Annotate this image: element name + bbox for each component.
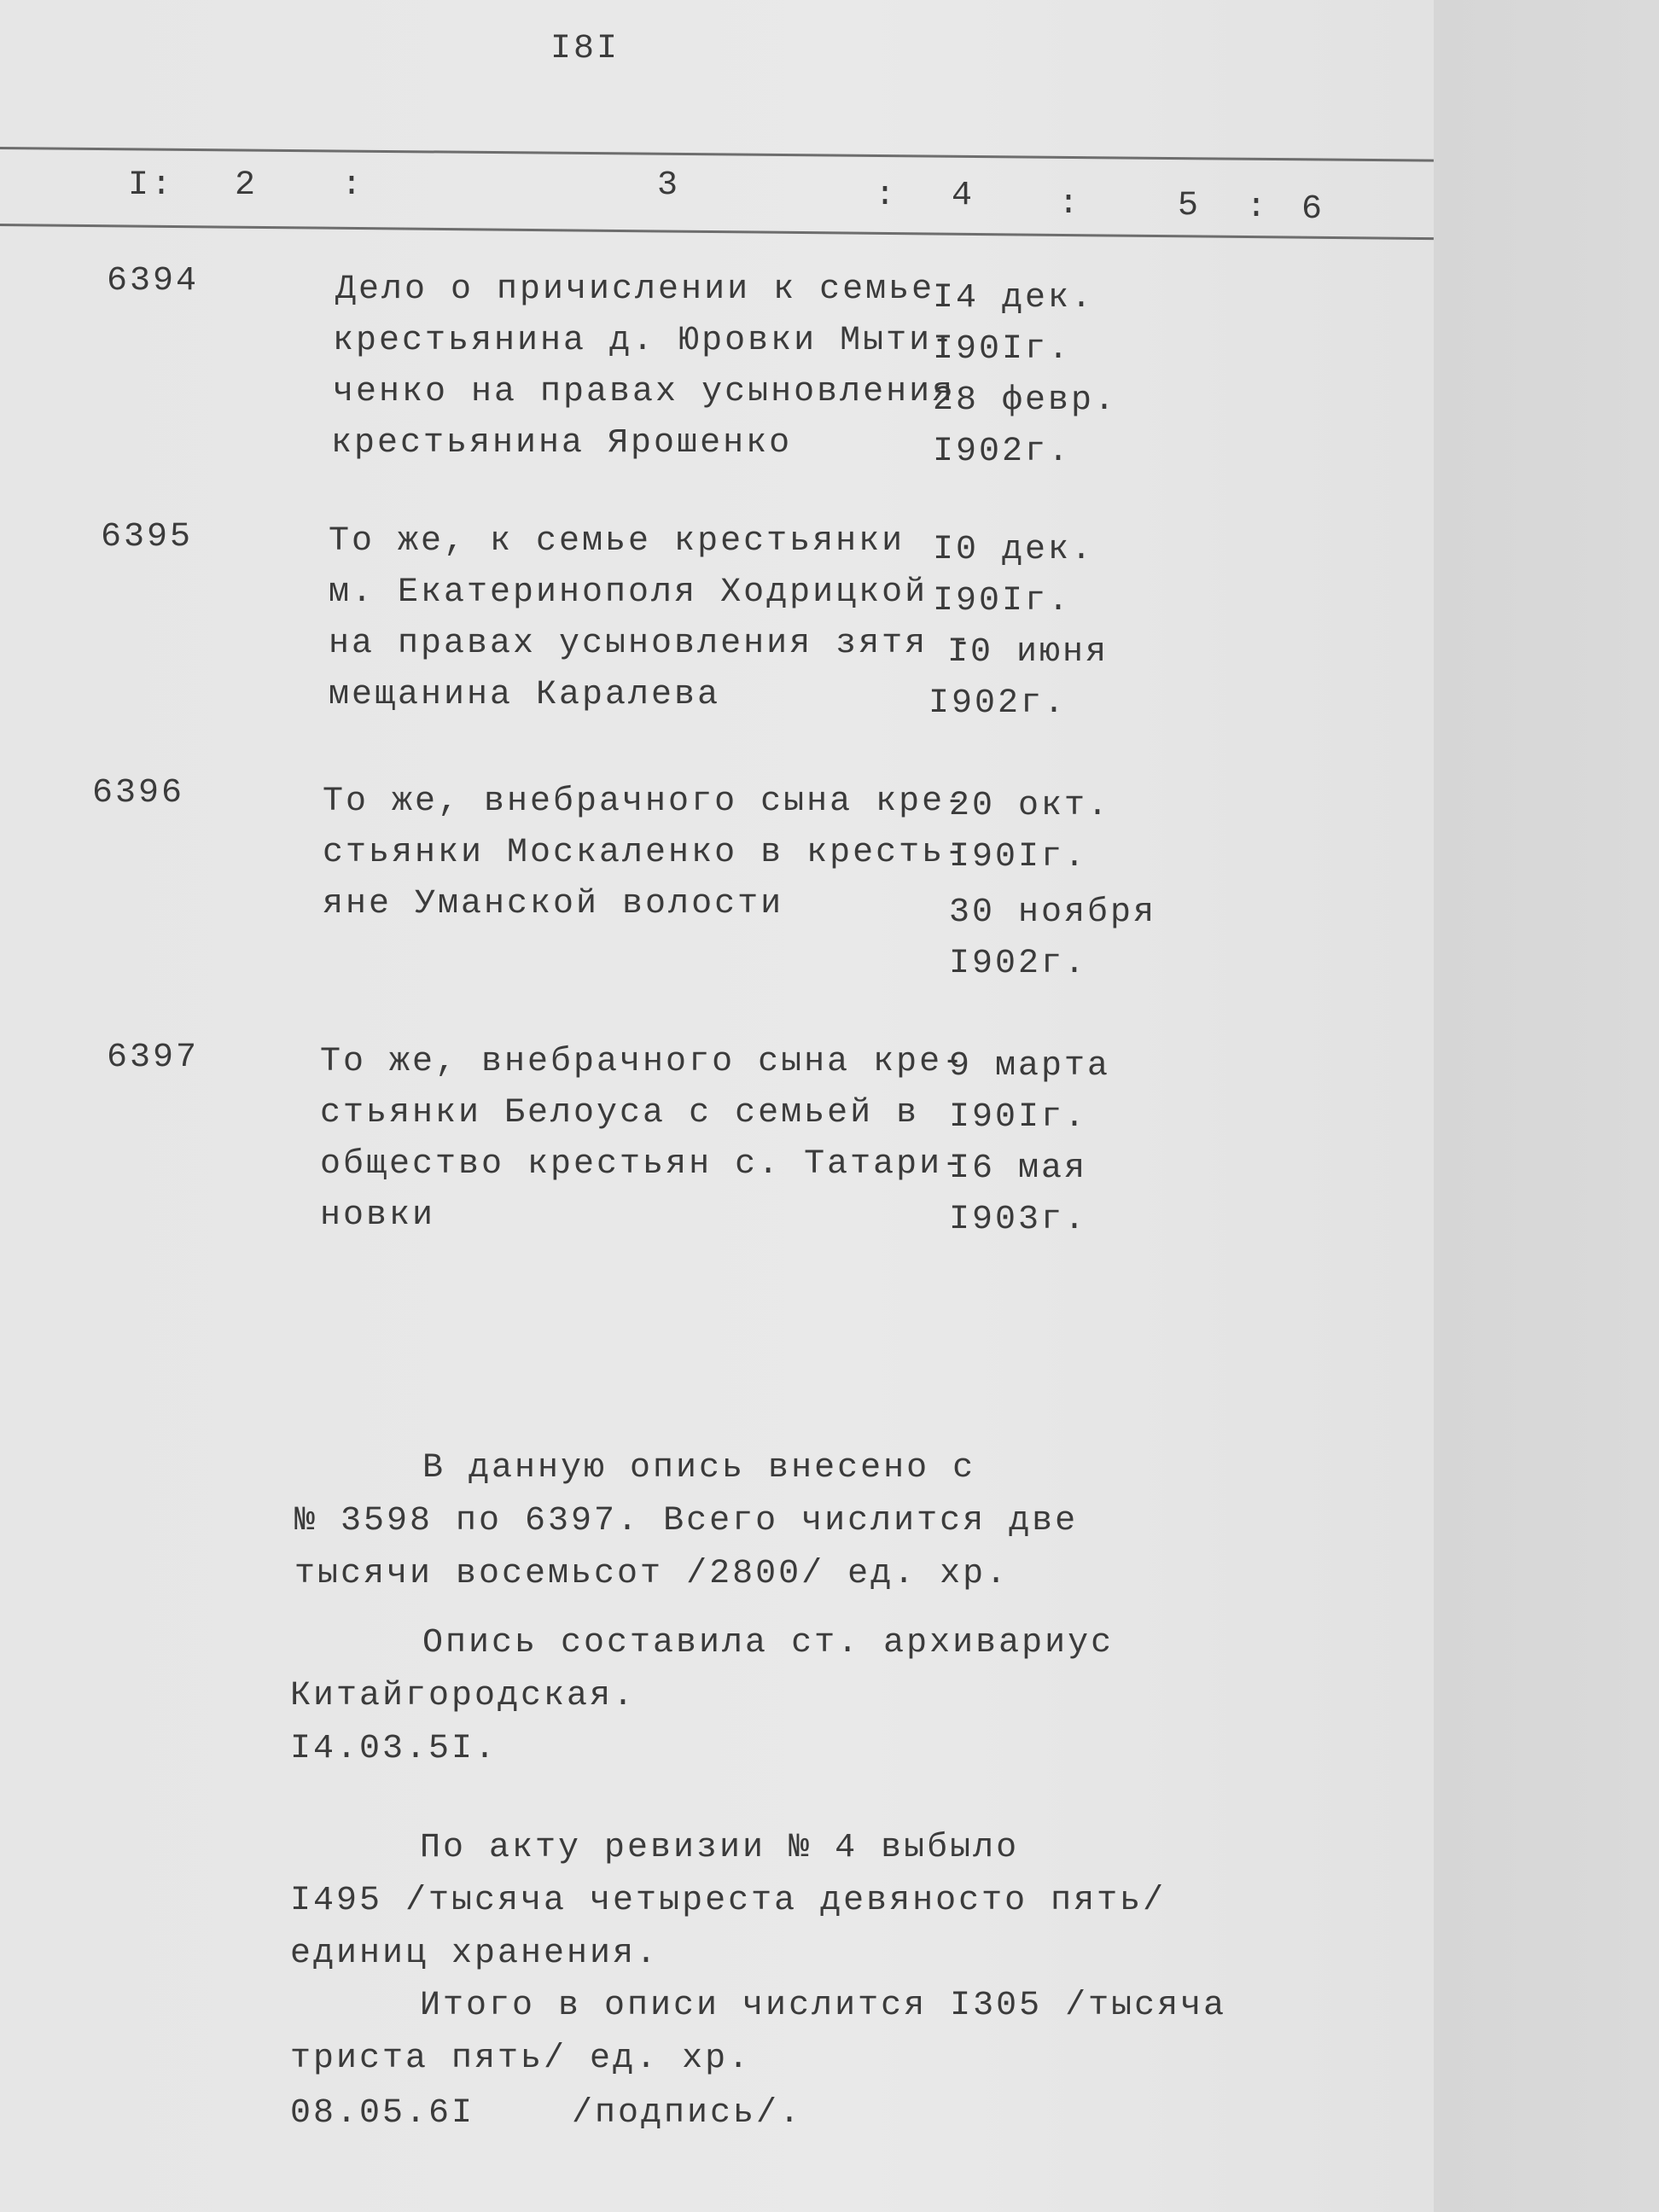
entry-number: 6397 [107, 1039, 200, 1077]
entry-date-line: I902г. [949, 945, 1088, 983]
revision-note-line: I495 /тысяча четыреста девяносто пять/ [290, 1882, 1167, 1920]
column-separator-3: : [1058, 185, 1082, 224]
entry-date-line: I902г. [928, 684, 1068, 723]
column-header-3: 3 [657, 166, 681, 205]
entry-description-line: яне Уманской волости [323, 885, 784, 923]
compiler-note-line: Опись составила ст. архивариус [422, 1624, 1115, 1662]
entry-date-line: 28 февр. [933, 381, 1118, 420]
entry-description-line: То же, внебрачного сына кре- [320, 1043, 966, 1081]
entry-description-line: крестьянина Ярошенко [331, 424, 793, 463]
entry-description-line: новки [320, 1196, 436, 1235]
summary-note-line: № 3598 по 6397. Всего числится две [294, 1502, 1079, 1540]
header-rule-bottom [0, 224, 1434, 240]
column-header-5: 5 [1178, 187, 1202, 225]
entry-description-line: ченко на правах усыновления [333, 373, 956, 411]
entry-date-line: I90Iг. [933, 582, 1072, 620]
header-rule-top [0, 147, 1434, 162]
column-header-1: I: [128, 166, 175, 205]
entry-description-line: То же, к семье крестьянки [329, 522, 905, 561]
entry-date-line: I0 июня [947, 633, 1109, 672]
compiler-note-line: Китайгородская. [290, 1677, 637, 1715]
summary-note-line: В данную опись внесено с [422, 1449, 976, 1487]
signature-placeholder: /подпись/. [572, 2094, 803, 2133]
total-note-line: Итого в описи числится I305 /тысяча [420, 1987, 1227, 2025]
entry-number: 6395 [101, 518, 194, 556]
revision-note-line: единиц хранения. [290, 1935, 660, 1973]
column-header-2: 2 [235, 166, 259, 205]
entry-description-line: крестьянина д. Юровки Мыти- [333, 322, 956, 360]
entry-date-line: 20 окт. [949, 787, 1111, 825]
entry-description-line: на правах усыновления зятя - [329, 625, 975, 663]
entry-date-line: I903г. [949, 1201, 1088, 1239]
entry-description-line: стьянки Белоуса с семьей в [320, 1094, 920, 1132]
entry-description-line: общество крестьян с. Татари- [320, 1145, 966, 1184]
entry-date-line: 9 марта [949, 1047, 1111, 1086]
entry-date-line: I90Iг. [933, 330, 1072, 369]
entry-description-line: То же, внебрачного сына кре- [323, 783, 969, 821]
entry-number: 6394 [107, 262, 200, 300]
page-number: I8I [550, 30, 620, 68]
entry-number: 6396 [92, 774, 185, 812]
entry-date-line: I902г. [933, 433, 1072, 471]
entry-description-line: м. Екатеринополя Ходрицкой [329, 573, 928, 612]
entry-description-line: Дело о причислении к семье [335, 271, 935, 309]
column-separator-1: : [341, 166, 365, 205]
revision-note-line: По акту ревизии № 4 выбыло [420, 1829, 1020, 1867]
entry-description-line: мещанина Каралева [329, 676, 721, 714]
compiler-date: I4.03.5I. [290, 1730, 498, 1768]
column-header-6: 6 [1301, 190, 1325, 229]
column-header-4: 4 [952, 177, 975, 215]
signature-date: 08.05.6I [290, 2094, 475, 2133]
entry-date-line: I0 дек. [933, 531, 1095, 569]
page-edge-background [1434, 0, 1659, 2212]
entry-date-line: I90Iг. [949, 1098, 1088, 1137]
entry-description-line: стьянки Москаленко в кресть- [323, 834, 969, 872]
summary-note-line: тысячи восемьсот /2800/ ед. хр. [294, 1555, 1010, 1593]
entry-date-line: I90Iг. [949, 838, 1088, 876]
entry-date-line: I6 мая [949, 1150, 1088, 1188]
entry-date-line: 30 ноября [949, 894, 1157, 932]
column-separator-4: : [1246, 189, 1270, 227]
entry-date-line: I4 дек. [933, 279, 1095, 317]
column-separator-2: : [875, 177, 899, 215]
total-note-line: триста пять/ ед. хр. [290, 2040, 752, 2078]
